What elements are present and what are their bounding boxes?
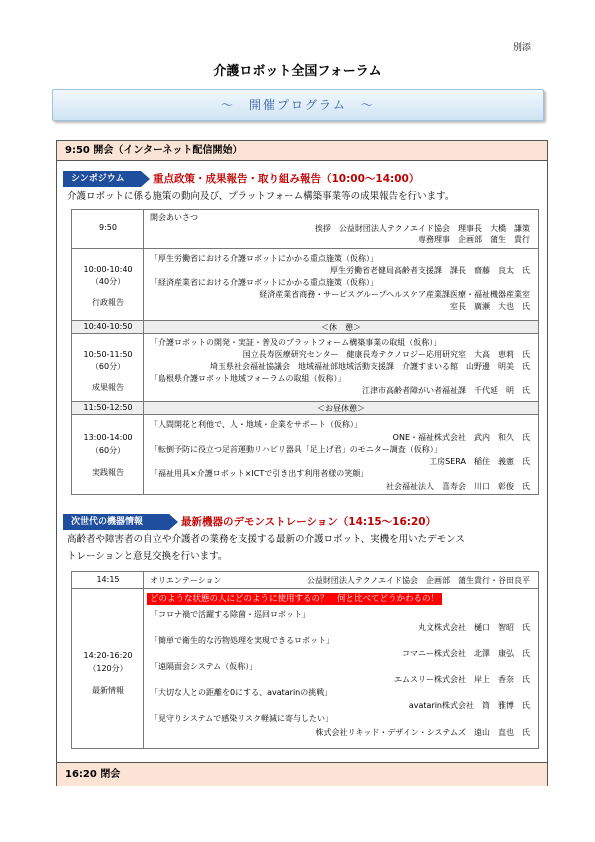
- orientation-presenter: 公益財団法人テクノエイド協会 企画部 蒲生貴行・谷田良平: [306, 576, 530, 585]
- time-label: 9:50: [99, 223, 117, 232]
- nextgen-table: [71, 571, 539, 749]
- time-label: 11:50-12:50: [83, 403, 133, 412]
- duration-label: （40分）: [90, 277, 126, 286]
- table-row: [72, 588, 538, 749]
- symposium-title: 重点政策・成果報告・取り組み報告（10:00～14:00）: [153, 173, 420, 185]
- duration-label: （120分）: [88, 664, 128, 673]
- talk-title: 「福祉用具×介護ロボット×ICTで引き出す利用者様の笑顔」: [150, 469, 369, 478]
- opening-band: 9:50 開会（インターネット配信開始）: [57, 141, 547, 161]
- demo-title: 「遠隔面会システム（仮称）」: [150, 662, 258, 671]
- speaker: 室長 廣瀬 大也 氏: [450, 302, 530, 311]
- duration-label: （60分）: [90, 446, 126, 455]
- nextgen-description-line2: トレーションと意見交換を行います。: [67, 551, 228, 562]
- table-row: [72, 210, 538, 248]
- question-banner: どのような状態の人にどのように使用するの？ 何と比べてどうかわるの！: [147, 593, 442, 605]
- nextgen-label: 次世代の機器情報: [63, 514, 169, 530]
- program-frame: [56, 140, 548, 786]
- time-label: 14:15: [96, 575, 120, 584]
- time-label: 14:20-16:20: [83, 651, 133, 660]
- speaker-org: 経済産業省商務・サービスグループヘルスケア産業課医療・福祉機器産業室: [259, 290, 530, 299]
- table-row-break: [72, 401, 538, 414]
- duration-label: （60分）: [90, 362, 126, 371]
- demo-title: 「大切な人との距離を0にする、avatarinの挑戦」: [150, 688, 333, 697]
- time-label: 10:40-10:50: [83, 322, 133, 331]
- demo-presenter: avatarin株式会社 筒 雅博 氏: [408, 701, 530, 710]
- break-label: ＜お昼休憩＞: [317, 404, 365, 413]
- symposium-table: [71, 209, 539, 495]
- page-title: 介護ロボット全国フォーラム: [213, 64, 382, 79]
- demo-presenter: エムスリー株式会社 岸上 香奈 氏: [394, 675, 530, 684]
- row-text: 専務理事 企画部 蒲生 貴行: [418, 235, 530, 244]
- demo-title: 「見守りシステムで感染リスク軽減に寄与したい」: [150, 714, 334, 723]
- break-label: ＜休 憩＞: [321, 323, 361, 332]
- talk-title: 「転倒予防に役立つ足首運動リハビリ器具「足上げ君」のモニター調査（仮称）」: [150, 445, 442, 454]
- speaker: 国立長寿医療研究センター 健康長寿テクノロジー応用研究室 大高 恵莉 氏: [242, 350, 530, 359]
- speaker: 社会福祉法人 喜寿会 川口 彰俊 氏: [386, 482, 530, 491]
- talk-title: 「人間開花と利他で、人・地域・企業をサポート（仮称）」: [150, 420, 362, 429]
- row-text: 挨拶 公益財団法人テクノエイド協会 理事長 大橋 謙策: [314, 224, 530, 233]
- closing-band: 16:20 閉会: [57, 762, 547, 786]
- nextgen-title: 最新機器のデモンストレーション（14:15～16:20）: [181, 516, 437, 528]
- speaker: ONE・福祉株式会社 武内 和久 氏: [392, 433, 530, 442]
- time-label: 10:00-10:40: [83, 265, 133, 274]
- talk-title: 「介護ロボットの開発・実証・普及のプラットフォーム構築事業の取組（仮称）」: [150, 338, 442, 347]
- time-label: 10:50-11:50: [83, 350, 133, 359]
- table-row-break: [72, 320, 538, 333]
- symposium-label: シンポジウム: [63, 171, 141, 187]
- symposium-description: 介護ロボットに係る施策の動向及び、プラットフォーム構築事業等の成果報告を行います。: [67, 191, 455, 202]
- speaker: 江津市高齢者障がい者福祉課 千代延 明 氏: [362, 386, 530, 395]
- talk-title: 「厚生労働省における介護ロボットにかかる重点施策（仮称）」: [150, 254, 378, 263]
- orientation-label: オリエンテーション: [150, 576, 222, 585]
- program-banner: ～ 開催プログラム ～: [52, 89, 544, 121]
- session-type-label: 行政報告: [92, 298, 124, 307]
- speaker: 厚生労働省老健局高齢者支援課 課長 齋藤 良太 氏: [330, 266, 530, 275]
- talk-title: 「経済産業省における介護ロボットにかかる重点施策（仮称）」: [150, 278, 378, 287]
- table-row: [72, 572, 538, 588]
- demo-title: 「簡単で衛生的な汚物処理を実現できるロボット」: [150, 636, 334, 645]
- speaker: 工房SERA 稲住 義憲 氏: [429, 457, 530, 466]
- attachment-label: 別添: [512, 43, 531, 53]
- table-row: [72, 248, 538, 320]
- table-row: [72, 333, 538, 401]
- time-label: 13:00-14:00: [83, 433, 133, 442]
- demo-presenter: 丸文株式会社 樋口 智昭 氏: [418, 623, 530, 632]
- session-type-label: 実践報告: [92, 468, 124, 477]
- demo-title: 「コロナ禍で活躍する除菌・巡回ロボット」: [150, 610, 310, 619]
- nextgen-description-line1: 高齢者や障害者の自立や介護者の業務を支援する最新の介護ロボット、実機を用いたデモンス: [67, 534, 465, 545]
- demo-presenter: コマニー株式会社 北澤 康弘 氏: [402, 649, 530, 658]
- demo-presenter: 株式会社リキッド・デザイン・システムズ 遠山 直也 氏: [315, 728, 530, 737]
- talk-title: 「島根県介護ロボット地域フォーラムの取組（仮称）」: [150, 374, 346, 383]
- table-row: [72, 414, 538, 495]
- speaker: 埼玉県社会福祉協議会 地域福祉部地域活動支援課 介護すまいる館 山野邊 明美 氏: [210, 362, 530, 371]
- row-text: 開会あいさつ: [150, 213, 198, 222]
- session-type-label: 成果報告: [92, 383, 124, 392]
- session-type-label: 最新情報: [92, 686, 124, 695]
